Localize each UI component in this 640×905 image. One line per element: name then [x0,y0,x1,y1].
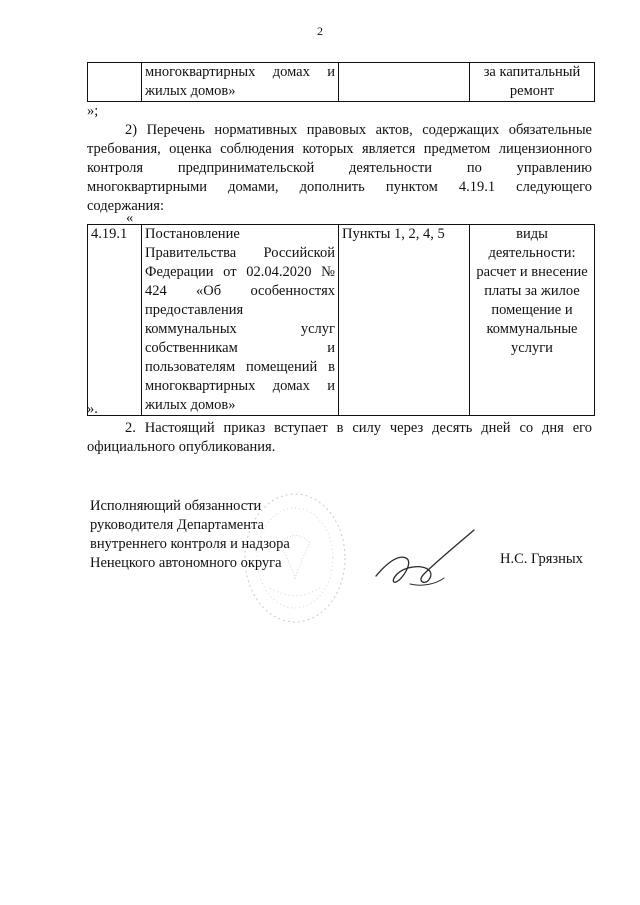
paragraph-line: многоквартирными домами, дополнить пунктом 4.19.1 следующего [87,179,592,195]
cell-line: расчет и внесение [476,264,588,280]
cell-line: Правительства Российской [145,245,335,261]
signatory-line: Ненецкого автономного округа [90,555,282,571]
cell-line: виды [516,226,548,242]
cell-line: многоквартирных домах и [145,64,335,80]
cell-line: помещение и [491,302,573,318]
table-continuation [87,62,595,102]
signatory-line: внутреннего контроля и надзора [90,536,290,552]
table-row [88,63,595,102]
paragraph-line: контроля предпринимательской деятельности по управлению [87,160,592,176]
table-cell-num: 4.19.1 [88,225,142,416]
cell-line: многоквартирных домах и [145,378,335,394]
cell-line: услуги [511,340,553,356]
table-cell-points [339,63,470,102]
signatory-title [90,497,290,573]
table-cell-points: Пункты 1, 2, 4, 5 [339,225,470,416]
table-insert [87,224,595,416]
cell-line: жилых домов» [145,397,236,413]
paragraph-line: 2) Перечень нормативных правовых актов, содержащих обязательные [125,122,592,138]
cell-line: пользователям помещений в [145,359,335,375]
signatory-name: Н.С. Грязных [500,551,583,567]
table-cell-activity [470,225,595,416]
cell-line: за капитальный [483,64,581,80]
page-number: 2 [317,24,323,38]
table-cell-num [88,63,142,102]
table-row [88,225,595,416]
closing-quote: ». [87,401,98,417]
cell-line: ремонт [509,83,555,99]
opening-quote: « [126,210,134,226]
cell-line: предоставления [145,302,244,318]
cell-line: коммунальных услуг [145,321,335,337]
table-cell-act [142,63,339,102]
table-cell-activity [470,63,595,102]
cell-line: жилых домов» [145,83,236,99]
paragraph-line: содержания: [87,198,165,214]
paragraph-list-amendment [87,121,592,216]
closing-quote: »; [87,103,99,119]
cell-line: собственникам и [145,340,335,356]
cell-line: деятельности: [488,245,576,261]
paragraph-line: 2. Настоящий приказ вступает в силу через десять дней со дня его [125,420,592,436]
cell-line: коммунальные [486,321,578,337]
signatory-line: Исполняющий обязанности [90,498,262,514]
signatory-line: руководителя Департамента [90,517,264,533]
table-cell-act [142,225,339,416]
cell-line: 424 «Об особенностях [145,283,335,299]
paragraph-line: требования, оценка соблюдения которых является предметом лицензионного [87,141,592,157]
cell-line: Федерации от 02.04.2020 № [145,264,335,280]
paragraph-line: официального опубликования. [87,439,276,455]
cell-line: Постановление [145,226,240,242]
handwritten-signature [372,524,482,594]
cell-line: платы за жилое [484,283,580,299]
paragraph-effective-date [87,419,592,457]
